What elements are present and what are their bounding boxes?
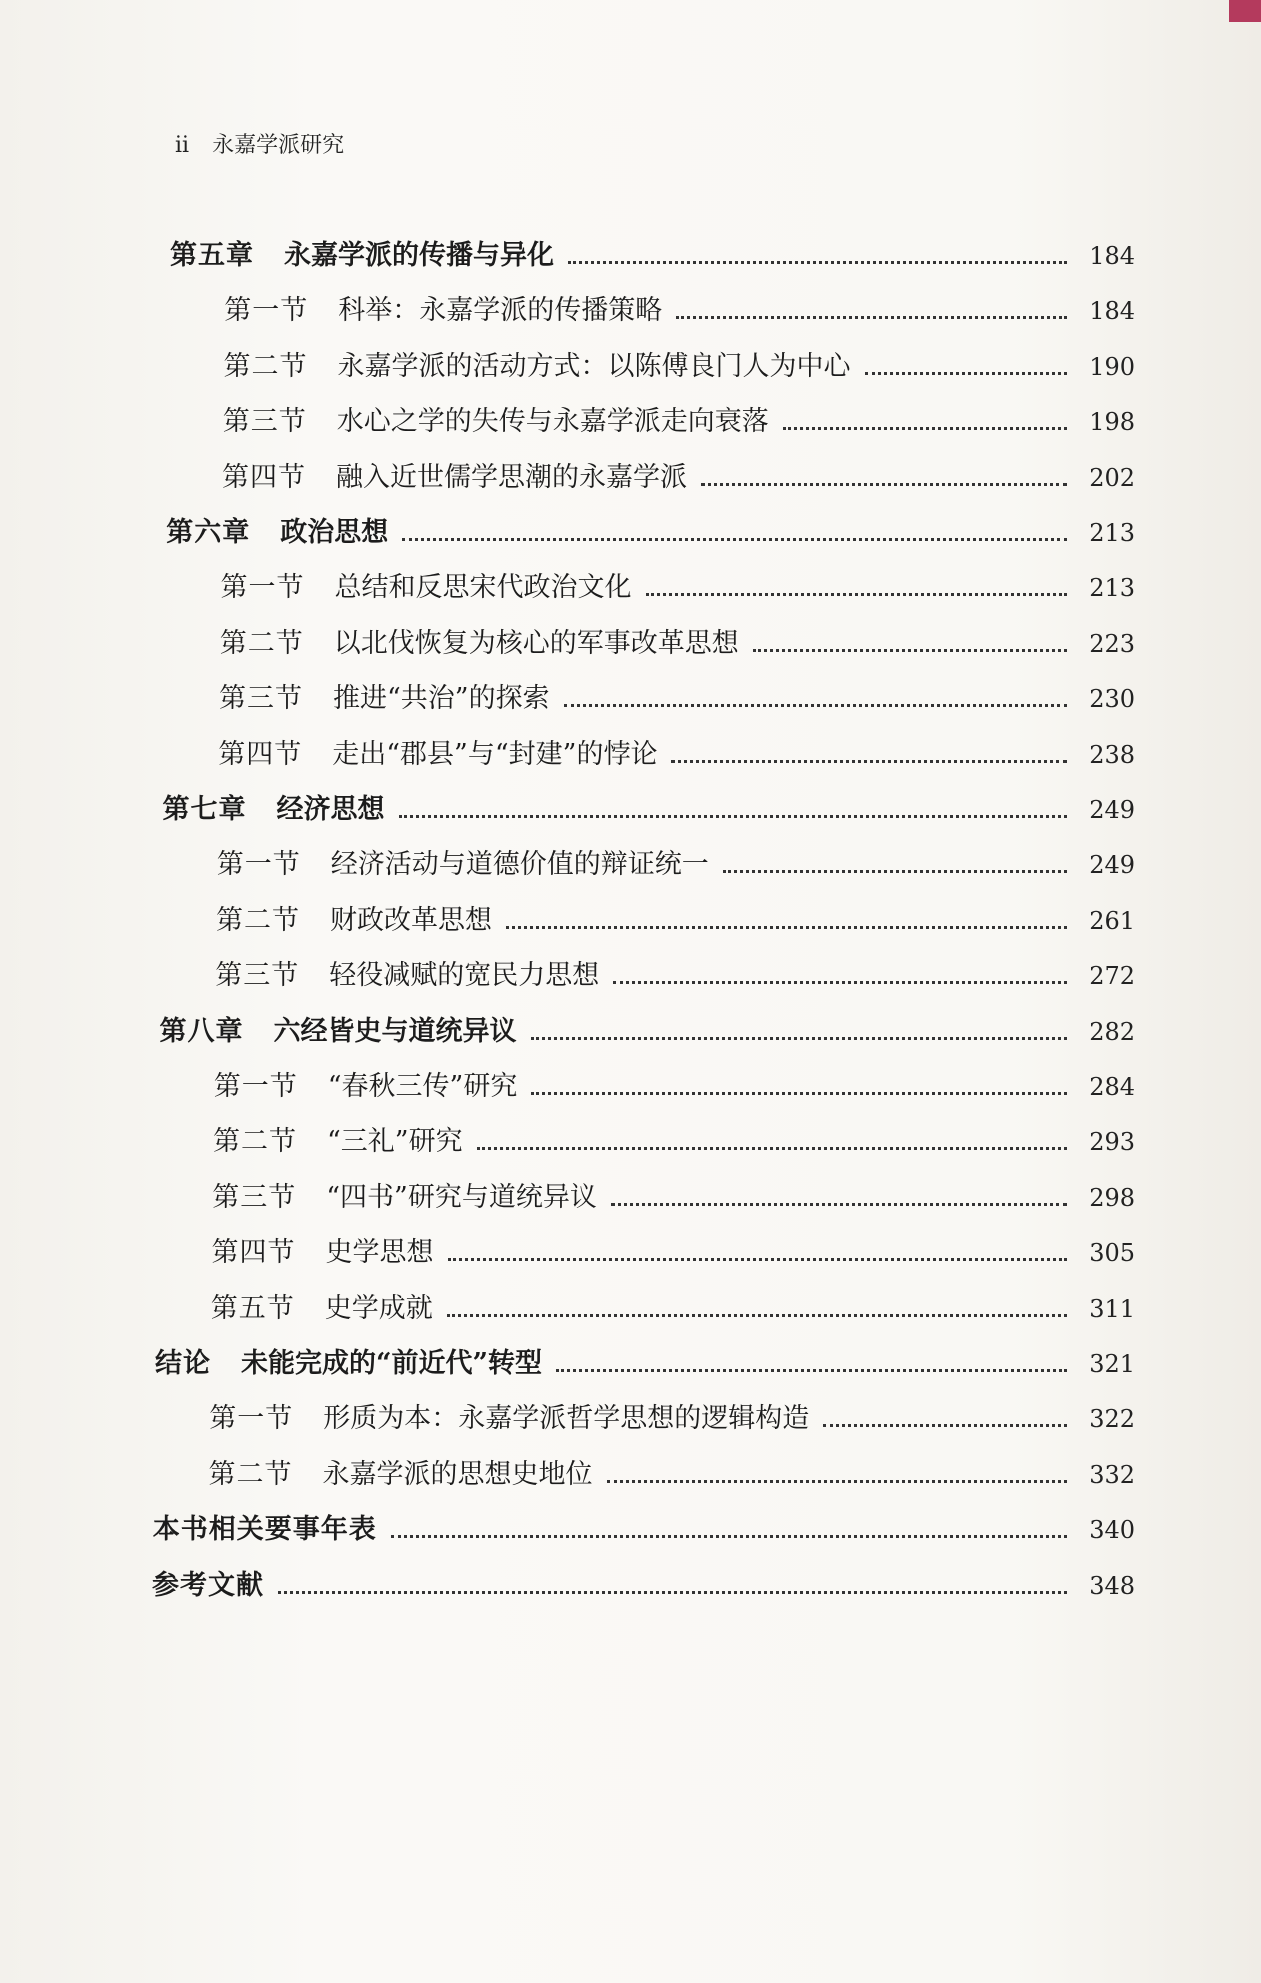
toc-leader-dots — [531, 1092, 1067, 1095]
toc-label: 本书相关要事年表 — [152, 1514, 377, 1546]
toc-title: 轻役减赋的宽民力思想 — [329, 960, 600, 992]
toc-page-number: 284 — [1089, 1073, 1135, 1101]
toc-page-number: 190 — [1089, 352, 1135, 381]
toc-label: 第二节 — [219, 627, 304, 659]
toc-page-number: 322 — [1089, 1405, 1135, 1434]
toc-page-number: 198 — [1089, 408, 1135, 437]
toc-page-number: 223 — [1089, 629, 1135, 658]
toc-page-number: 321 — [1089, 1350, 1135, 1378]
toc-page-number: 298 — [1089, 1183, 1135, 1212]
toc-title: 永嘉学派的传播与异化 — [284, 240, 554, 271]
toc-label: 第五节 — [210, 1292, 295, 1324]
toc-title: 以北伐恢复为核心的军事改革思想 — [333, 627, 739, 659]
toc-chapter-row — [153, 1507, 1135, 1547]
toc-page-number: 261 — [1089, 906, 1135, 935]
toc-section-row — [222, 455, 1135, 495]
toc-page-number: 213 — [1089, 519, 1135, 547]
toc-leader-dots — [477, 1147, 1067, 1150]
toc-section-row — [213, 1119, 1135, 1159]
toc-label: 第三节 — [219, 683, 303, 715]
toc-label: 第二节 — [213, 1126, 297, 1158]
toc-chapter-row — [160, 1009, 1136, 1049]
toc-label: 第一节 — [216, 849, 301, 881]
toc-page-number: 311 — [1089, 1294, 1135, 1323]
toc-leader-dots — [607, 1480, 1068, 1483]
toc-leader-dots — [448, 1258, 1068, 1261]
toc-page-number: 293 — [1089, 1128, 1135, 1157]
toc-title: 推进“共治”的探索 — [333, 683, 550, 715]
toc-section-row — [218, 732, 1135, 772]
toc-title: 政治思想 — [280, 517, 389, 548]
toc-leader-dots — [564, 704, 1067, 707]
toc-title: 经济思想 — [276, 794, 385, 825]
toc-label: 第八章 — [159, 1015, 244, 1047]
toc-section-row — [209, 1396, 1135, 1436]
toc-leader-dots — [399, 815, 1068, 818]
toc-label: 第一节 — [220, 572, 305, 604]
toc-section-row — [211, 1286, 1135, 1326]
toc-label: 第二节 — [208, 1458, 293, 1490]
toc-label: 第五章 — [170, 240, 254, 271]
toc-page-number: 202 — [1089, 463, 1135, 492]
toc-leader-dots — [402, 538, 1067, 541]
toc-title: “三礼”研究 — [327, 1126, 463, 1158]
toc-leader-dots — [646, 593, 1068, 596]
toc-label: 第一节 — [209, 1403, 294, 1435]
toc-page-number: 230 — [1089, 685, 1135, 714]
toc-section-row — [219, 676, 1135, 716]
toc-title: 走出“郡县”与“封建”的悖论 — [332, 738, 658, 770]
toc-title: 史学思想 — [325, 1237, 434, 1269]
toc-leader-dots — [568, 261, 1067, 264]
toc-label: 第三节 — [215, 960, 300, 992]
toc-leader-dots — [823, 1424, 1067, 1427]
toc-title: 水心之学的失传与永嘉学派走向衰落 — [336, 406, 769, 438]
toc-title: 经济活动与道德价值的辩证统一 — [330, 849, 709, 881]
toc-section-row — [214, 1064, 1135, 1104]
book-title: 永嘉学派研究 — [212, 133, 345, 158]
toc-page-number: 332 — [1089, 1460, 1135, 1489]
toc-title: 总结和反思宋代政治文化 — [334, 572, 632, 604]
toc-page-number: 184 — [1089, 297, 1135, 326]
toc-title: 六经皆史与道统异议 — [273, 1015, 517, 1047]
toc-leader-dots — [671, 760, 1067, 763]
toc-leader-dots — [278, 1591, 1067, 1594]
toc-section-row — [212, 1230, 1136, 1270]
toc-leader-dots — [701, 483, 1067, 486]
toc-page-number: 305 — [1089, 1239, 1135, 1268]
toc-title: 永嘉学派的思想史地位 — [322, 1458, 593, 1490]
toc-page-number: 340 — [1089, 1516, 1135, 1545]
toc-leader-dots — [531, 1037, 1068, 1040]
toc-label: 结论 — [155, 1348, 211, 1379]
toc-label: 第四节 — [222, 461, 306, 493]
toc-title: “春秋三传”研究 — [327, 1071, 518, 1102]
toc-label: 参考文献 — [152, 1569, 264, 1601]
toc-section-row — [209, 1452, 1136, 1492]
toc-leader-dots — [865, 372, 1068, 375]
toc-page-number: 249 — [1089, 796, 1135, 824]
toc-label: 第三节 — [212, 1181, 297, 1213]
toc-chapter-row — [155, 1341, 1135, 1381]
toc-label: 第四节 — [218, 738, 303, 770]
toc-leader-dots — [723, 870, 1067, 873]
toc-title: 形质为本：永嘉学派哲学思想的逻辑构造 — [323, 1403, 810, 1435]
toc-title: “四书”研究与道统异议 — [326, 1181, 597, 1213]
toc-title: 未能完成的“前近代”转型 — [241, 1348, 543, 1379]
toc-section-row — [212, 1175, 1135, 1215]
page-numeral: ii — [175, 133, 190, 158]
toc-title: 财政改革思想 — [330, 904, 492, 936]
toc-chapter-row — [152, 1563, 1135, 1603]
toc-leader-dots — [676, 316, 1067, 319]
toc-label: 第一节 — [224, 295, 309, 327]
toc-section-row — [224, 344, 1136, 384]
toc-leader-dots — [391, 1535, 1067, 1538]
toc-page-number: 272 — [1089, 962, 1135, 991]
toc-leader-dots — [506, 926, 1067, 929]
toc-page-number: 282 — [1089, 1017, 1135, 1046]
toc-chapter-row — [163, 787, 1136, 827]
toc-section-row — [221, 565, 1136, 605]
toc-label: 第四节 — [211, 1237, 296, 1269]
toc-section-row — [223, 399, 1135, 439]
toc-leader-dots — [613, 981, 1067, 984]
toc-section-row — [217, 842, 1135, 882]
toc-section-row — [220, 621, 1135, 661]
toc-leader-dots — [753, 649, 1067, 652]
toc-label: 第七章 — [162, 794, 247, 825]
toc-page-number: 213 — [1089, 574, 1135, 603]
toc-leader-dots — [556, 1369, 1067, 1372]
toc-leader-dots — [447, 1314, 1067, 1317]
toc-section-row — [224, 288, 1135, 328]
toc-label: 第六章 — [166, 517, 251, 548]
toc-chapter-row — [170, 233, 1135, 273]
toc-leader-dots — [611, 1203, 1067, 1206]
toc-label: 第二节 — [223, 350, 308, 382]
toc-page-number: 184 — [1089, 242, 1135, 270]
toc-page-number: 238 — [1089, 740, 1135, 769]
toc-leader-dots — [783, 427, 1067, 430]
toc-title: 永嘉学派的活动方式：以陈傅良门人为中心 — [337, 350, 851, 382]
toc-label: 第三节 — [222, 406, 307, 438]
toc-title: 史学成就 — [324, 1292, 433, 1324]
toc-title: 融入近世儒学思潮的永嘉学派 — [336, 461, 687, 493]
toc-page-number: 348 — [1089, 1571, 1135, 1600]
toc-label: 第一节 — [213, 1071, 298, 1102]
toc-section-row — [215, 953, 1135, 993]
toc-page-number: 249 — [1089, 851, 1135, 880]
toc-section-row — [216, 898, 1135, 938]
toc-chapter-row — [166, 510, 1135, 550]
toc-label: 第二节 — [216, 904, 300, 936]
toc-title: 科举：永嘉学派的传播策略 — [338, 295, 663, 327]
